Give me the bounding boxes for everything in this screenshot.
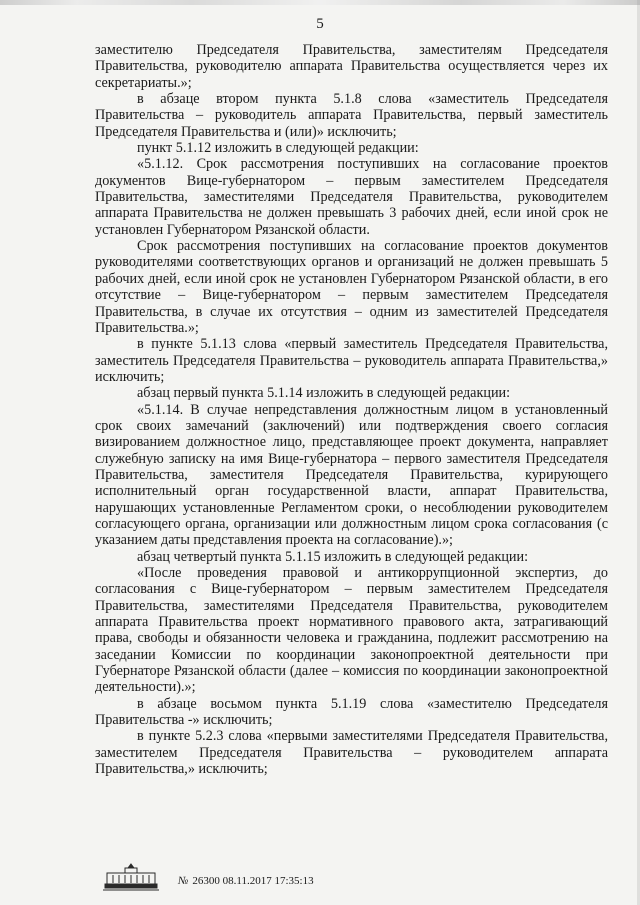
scan-top-edge <box>0 0 640 5</box>
paragraph: абзац первый пункта 5.1.14 изложить в следующей редакции: <box>137 385 511 402</box>
paragraph: абзац четвертый пункта 5.1.15 изложить в следующей редакции: <box>137 548 529 565</box>
paragraph: заместителю Председателя Правительства, заместителям Председателя Правительства, руководителю аппарата Правительства осуществляется через их секретариаты.»; <box>95 42 608 91</box>
paragraph: «5.1.14. В случае непредставления должностным лицом в установленный срок своих замечаний (заключений) или подтверждения своего согласия визированием должностное лицо, представляющее проект документа, направляет служебную записку на имя Вице-губернатора – первого заместителя Председателя Правительства, заместителя Председателя Правительства, курирующего исполнительный орган государственной власти, аппарат Правительства, нарушающих установленные Регламентом сроки, о несоблюдении руководителем согласующего органа, организации или должностным лицом срока согласования (с указанием даты представления проекта на согласование).»; <box>95 401 608 549</box>
stamp-text: 26300 08.11.2017 17:35:13 <box>192 875 314 887</box>
paragraph: пункт 5.1.12 изложить в следующей редакции: <box>137 140 419 157</box>
stamp-number-sign: № <box>178 875 189 887</box>
paragraph: «После проведения правовой и антикоррупционной экспертиз, до согласования с Вице-губернатором – первым заместителем Председателя Правительства, заместителями Председателя Правительства, руководителем аппарата Правительства проект нормативного правового акта, затрагивающий права, свободы и обязанности человека и гражданина, подлежит рассмотрению на заседании Комиссии по координации законопроектной деятельности при Губернаторе Рязанской области (далее – комиссия по координации законопроектной деятельности).»; <box>95 565 608 696</box>
paragraph: «5.1.12. Срок рассмотрения поступивших на согласование проектов документов Вице-губернатором – первым заместителем Председателя Правительства, заместителями Председателя Правительства, руководителем аппарата Правительства не должен превышать 3 рабочих дней, если иной срок не установлен Губернатором Рязанской области. <box>95 156 608 238</box>
paragraph: в абзаце втором пункта 5.1.8 слова «заместитель Председателя Правительства – руководитель аппарата Правительства, первый заместитель Председателя Правительства и (или)» исключить; <box>95 91 608 140</box>
paragraph: в пункте 5.2.3 слова «первыми заместителями Председателя Правительства, заместителем Председателя Правительства – руководителем аппарата Правительства,» исключить; <box>95 728 608 778</box>
registration-stamp <box>178 875 314 887</box>
paragraph: в пункте 5.1.13 слова «первый заместитель Председателя Правительства, заместитель Председателя Правительства – руководитель аппарата Правительства,» исключить; <box>95 336 608 385</box>
paragraph: в абзаце восьмом пункта 5.1.19 слова «заместителю Председателя Правительства -» исключить; <box>95 695 608 729</box>
page-number: 5 <box>316 16 324 32</box>
document-body <box>95 42 608 777</box>
government-building-logo <box>101 862 161 892</box>
paragraph: Срок рассмотрения поступивших на согласование проектов документов руководителями соответствующих органов и организаций не должен превышать 5 рабочих дней, если иной срок не установлен Губернатором Рязанской области, в его отсутствие – Вице-губернатором – первым заместителем Председателя Правительства, в случае их отсутствия – одним из заместителей Председателя Правительства.»; <box>95 238 608 336</box>
